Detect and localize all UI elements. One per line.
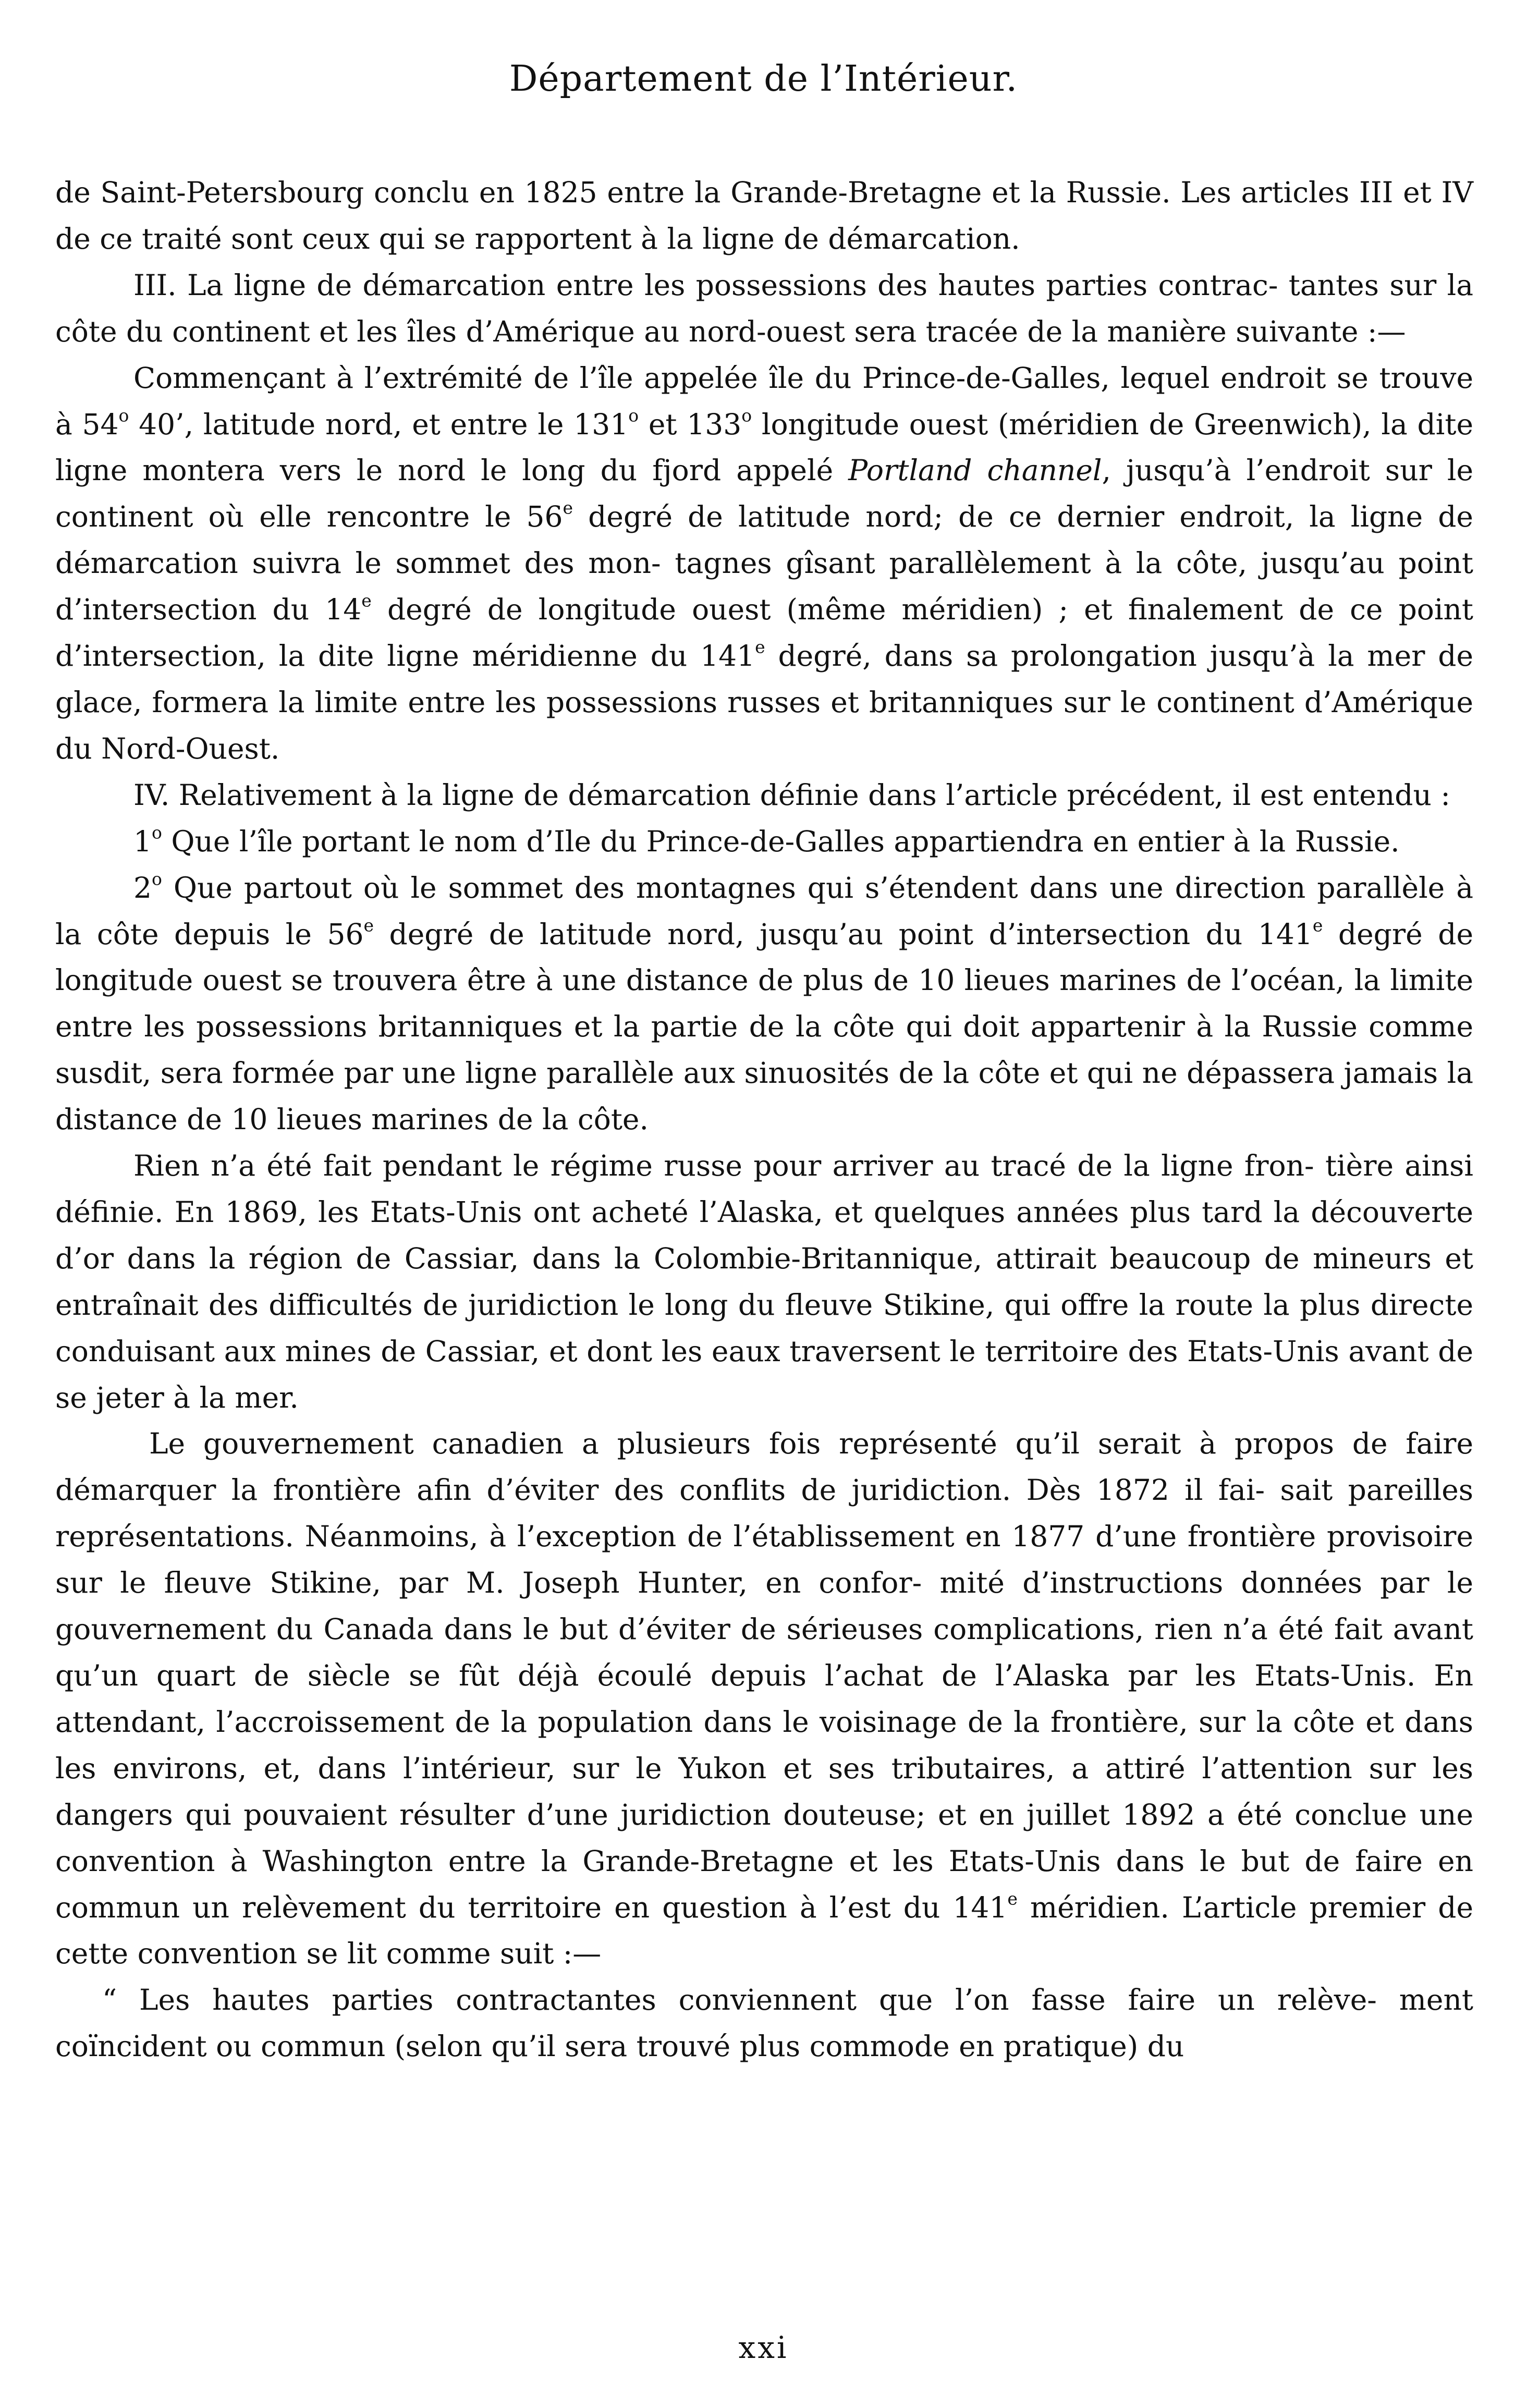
paragraph-clause-2: 2$^o$ Que partout où le sommet des montagnes qui s’étendent dans une direction parallèle à la côte depuis le 56e degré de latitude nord, jusqu’au point d’intersection du 141e degré de longitude ouest se trouvera être à une distance de plus de 10 lieues marines de l’océan, la limite entre les possessions britanniques et la partie de la côte qui doit appartenir à la Russie comme susdit, sera formée par une ligne parallèle aux sinuosités de la côte et qui ne dépassera jamais la distance de 10 lieues marines de la côte.: [55, 868, 1474, 1136]
page-number: xxi: [738, 2330, 789, 2365]
paragraph-canadian-government: Le gouvernement canadien a plusieurs fois représenté qu’il serait à propos de faire démarquer la frontière afin d’éviter des conflits de juridiction. Dès 1872 il fai- sait pareilles représentations. Néanmoins, à l’exception de l’établissement en 1877 d’une frontière provisoire sur le fleuve Stikine, par M. Joseph Hunter, en confor- mité d’instructions données par le gouvernement du Canada dans le but d’éviter de sérieuses complications, rien n’a été fait avant qu’un quart de siècle se fût déjà écoulé depuis l’achat de l’Alaska par les Etats-Unis. En attendant, l’accroissement de la population dans le voisinage de la frontière, sur la côte et dans les environs, et, dans l’intérieur, sur le Yukon et ses tributaires, a attiré l’attention sur les dangers qui pouvaient résulter d’une juridiction douteuse; et en juillet 1892 a été conclue une convention à Washington entre la Grande-Bretagne et les Etats-Unis dans le but de faire en commun un relèvement du territoire en question à l’est du 141e méridien. L’article premier de cette convention se lit comme suit :—: [55, 1427, 1474, 1971]
page-header: [0, 58, 1527, 100]
page-footer: [0, 2329, 1527, 2366]
paragraph-boundary-description: Commençant à l’extrémité de l’île appelée île du Prince-de-Galles, lequel endroit se trouve à 54$^o$ 40’, latitude nord, et entre le 131$^o$ et 133$^o$ longitude ouest (méridien de Greenwich), la dite ligne montera vers le nord le long du fjord appelé Portland channel, jusqu’à l’endroit sur le continent où elle rencontre le 56e degré de latitude nord; de ce dernier endroit, la ligne de démarcation suivra le sommet des mon- tagnes gîsant parallèlement à la côte, jusqu’au point d’intersection du 14e degré de longitude ouest (même méridien) ; et finalement de ce point d’intersection, la dite ligne méridienne du 141e degré, dans sa prolongation jusqu’à la mer de glace, formera la limite entre les possessions russes et britanniques sur le continent d’Amérique du Nord-Ouest.: [55, 361, 1474, 765]
paragraph-clause-1: 1$^o$ Que l’île portant le nom d’Ile du Prince-de-Galles appartiendra en entier à la Russie.: [133, 822, 1400, 858]
body-text: [55, 169, 1473, 2070]
paragraph-article-iii: III. La ligne de démarcation entre les possessions des hautes parties contrac- tantes sur la côte du continent et les îles d’Amérique au nord-ouest sera tracée de la manière suivante :—: [55, 268, 1473, 348]
page-title: Département de l’Intérieur.: [509, 58, 1018, 100]
paragraph-treaty-intro: de Saint-Petersbourg conclu en 1825 entre la Grande-Bretagne et la Russie. Les articles III et IV de ce traité sont ceux qui se rapportent à la ligne de démarcation.: [55, 176, 1474, 255]
paragraph-convention-quote: “ Les hautes parties contractantes conviennent que l’on fasse faire un relève- ment coïncident ou commun (selon qu’il sera trouvé plus commode en pratique) du: [55, 1983, 1473, 2063]
paragraph-article-iv: IV. Relativement à la ligne de démarcation définie dans l’article précédent, il est entendu :: [133, 778, 1450, 812]
paragraph-russian-regime: Rien n’a été fait pendant le régime russe pour arriver au tracé de la ligne fron- tière ainsi définie. En 1869, les Etats-Unis ont acheté l’Alaska, et quelques années plus tard la découverte d’or dans la région de Cassiar, dans la Colombie-Britannique, attirait beaucoup de mineurs et entraînait des difficultés de juridiction le long du fleuve Stikine, qui offre la route la plus directe conduisant aux mines de Cassiar, et dont les eaux traversent le territoire des Etats-Unis avant de se jeter à la mer.: [55, 1149, 1474, 1414]
